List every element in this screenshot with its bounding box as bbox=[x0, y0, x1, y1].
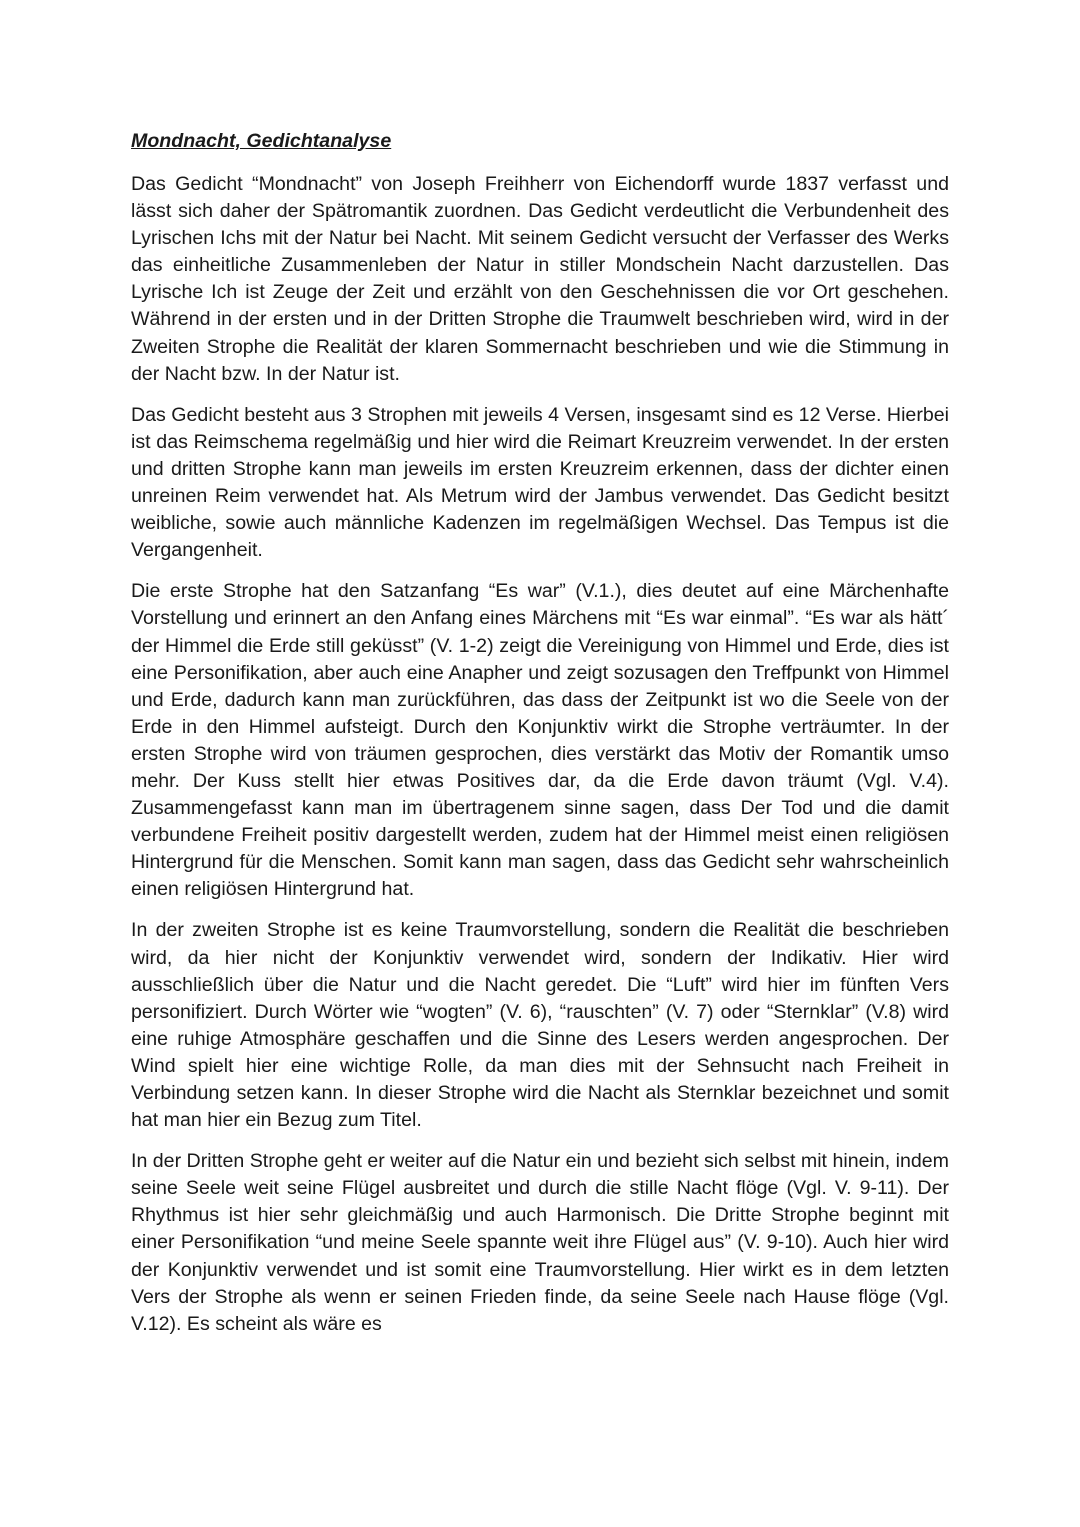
paragraph-form: Das Gedicht besteht aus 3 Strophen mit jeweils 4 Versen, insgesamt sind es 12 Verse. Hierbei ist das Reimschema regelmäßig und hier wird die Reimart Kreuzreim verwendet. In der ersten und dritten Strophe kann man jeweils im ersten Kreuzreim erkennen, dass der dichter einen unreinen Reim verwendet hat. Als Metrum wird der Jambus verwendet. Das Gedicht besitzt weibliche, sowie auch männliche Kadenzen im regelmäßigen Wechsel. Das Tempus ist die Vergangenheit. bbox=[131, 403, 949, 562]
document-title: Mondnacht, Gedichtanalyse bbox=[131, 130, 392, 152]
paragraph-stanza-2: In der zweiten Strophe ist es keine Traumvorstellung, sondern die Realität die beschrieben wird, da hier nicht der Konjunktiv verwendet wird, sondern der Indikativ. Hier wird ausschließlich über die Natur und die Nacht geredet. Die “Luft” wird hier im fünften Vers personifiziert. Durch Wörter wie “wogten” (V. 6), “rauschten” (V. 7) oder “Sternklar” (V.8) wird eine ruhige Atmosphäre geschaffen und die Sinne des Lesers werden angesprochen. Der Wind spielt hier eine wichtige Rolle, da man dies mit der Sehnsucht nach Freiheit in Verbindung setzen kann. In dieser Strophe wird die Nacht als Sternklar bezeichnet und somit hat man hier ein Bezug zum Titel. bbox=[131, 919, 949, 1132]
document-page bbox=[131, 128, 949, 1338]
paragraph-intro: Das Gedicht “Mondnacht” von Joseph Freihherr von Eichendorff wurde 1837 verfasst und lässt sich daher der Spätromantik zuordnen. Das Gedicht verdeutlicht die Verbundenheit des Lyrischen Ichs mit der Natur bei Nacht. Mit seinem Gedicht versucht der Verfasser des Werks das einheitliche Zusammenleben der Natur in stiller Mondschein Nacht darzustellen. Das Lyrische Ich ist Zeuge der Zeit und erzählt von den Geschehnissen die vor Ort geschehen. Während in der ersten und in der Dritten Strophe die Traumwelt beschrieben wird, wird in der Zweiten Strophe die Realität der klaren Sommernacht beschrieben und wie die Stimmung in der Nacht bzw. In der Natur ist. bbox=[131, 173, 949, 385]
paragraph-stanza-1: Die erste Strophe hat den Satzanfang “Es war” (V.1.), dies deutet auf eine Märchenhafte Vorstellung und erinnert an den Anfang eines Märchens mit “Es war einmal”. “Es war als hätt´ der Himmel die Erde still geküsst” (V. 1-2) zeigt die Vereinigung von Himmel und Erde, dies ist eine Personifikation, aber auch eine Anapher und zeigt sozusagen den Treffpunkt von Himmel und Erde, dadurch kann man zurückführen, das dass der Zeitpunkt ist wo die Seele von der Erde in den Himmel aufsteigt. Durch den Konjunktiv wirkt die Strophe verträumter. In der ersten Strophe wird von träumen gesprochen, dies verstärkt das Motiv der Romantik umso mehr. Der Kuss stellt hier etwas Positives dar, da die Erde davon träumt (Vgl. V.4). Zusammengefasst kann man im übertragenem sinne sagen, dass Der Tod und die damit verbundene Freiheit positiv dargestellt werden, zudem hat der Himmel meist einen religiösen Hintergrund für die Menschen. Somit kann man sagen, dass das Gedicht sehr wahrscheinlich einen religiösen Hintergrund hat. bbox=[131, 580, 949, 901]
paragraph-stanza-3: In der Dritten Strophe geht er weiter auf die Natur ein und bezieht sich selbst mit hinein, indem seine Seele weit seine Flügel ausbreitet und durch die stille Nacht flöge (Vgl. V. 9-11). Der Rhythmus ist hier sehr gleichmäßig und auch Harmonisch. Die Dritte Strophe beginnt mit einer Personifikation “und meine Seele spannte weit ihre Flügel aus” (V. 9-10). Auch hier wird der Konjunktiv verwendet und ist somit eine Traumvorstellung. Hier wirkt es in dem letzten Vers der Strophe als wenn er seinen Frieden finde, da seine Seele nach Hause flöge (Vgl. V.12). Es scheint als wäre es bbox=[131, 1150, 949, 1335]
